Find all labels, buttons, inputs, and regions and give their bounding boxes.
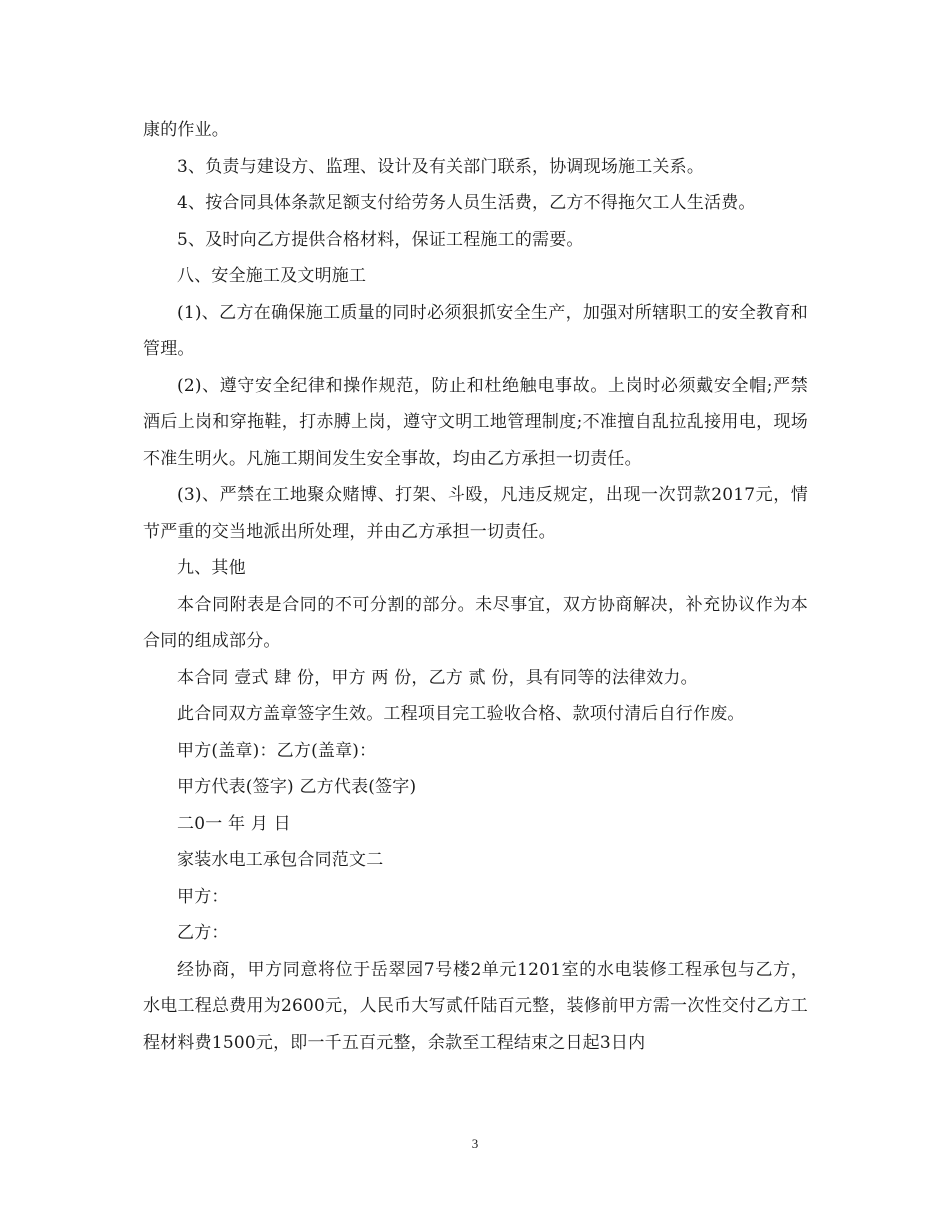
paragraph-safety-2: (2)、遵守安全纪律和操作规范，防止和杜绝触电事故。上岗时必须戴安全帽;严禁酒后上岗和穿拖鞋，打赤膊上岗，遵守文明工地管理制度;不准擅自乱拉乱接用电，现场不准生明火。凡施工期间发生安全事故，均由乙方承担一切责任。 <box>143 375 808 469</box>
paragraph-effective: 此合同双方盖章签字生效。工程项目完工验收合格、款项付清后自行作废。 <box>177 704 745 724</box>
paragraph-annex: 本合同附表是合同的不可分割的部分。未尽事宜，双方协商解决，补充协议作为本合同的组成部分。 <box>143 594 808 651</box>
paragraph-item-5: 5、及时向乙方提供合格材料，保证工程施工的需要。 <box>177 229 584 250</box>
document-body <box>143 112 808 1061</box>
second-contract-title: 家装水电工承包合同范文二 <box>177 850 384 870</box>
party-a-line: 甲方： <box>177 886 229 907</box>
paragraph-item-4: 4、按合同具体条款足额支付给劳务人员生活费，乙方不得拖欠工人生活费。 <box>177 193 756 213</box>
page-number: 3 <box>471 1136 479 1151</box>
section-heading-other: 九、其他 <box>177 558 246 578</box>
paragraph-item-3: 3、负责与建设方、监理、设计及有关部门联系，协调现场施工关系。 <box>177 156 705 177</box>
paragraph-copies: 本合同 壹式 肆 份，甲方 两 份，乙方 贰 份，具有同等的法律效力。 <box>177 667 698 688</box>
party-b-line: 乙方： <box>177 923 229 943</box>
paragraph-safety-1: (1)、乙方在确保施工质量的同时必须狠抓安全生产，加强对所辖职工的安全教育和管理。 <box>143 302 808 359</box>
section-heading-safety: 八、安全施工及文明施工 <box>177 266 367 286</box>
signature-seal-line: 甲方(盖章)：乙方(盖章)： <box>177 740 377 761</box>
paragraph-agreement: 经协商，甲方同意将位于岳翠园7号楼2单元1201室的水电装修工程承包与乙方，水电工程总费用为2600元，人民币大写贰仟陆百元整，装修前甲方需一次性交付乙方工程材料费1500元，即一千五百元整，余款至工程结束之日起3日内 <box>143 959 808 1053</box>
date-line: 二0一 年 月 日 <box>177 813 291 834</box>
signature-rep-line: 甲方代表(签字) 乙方代表(签字) <box>177 777 417 797</box>
paragraph-safety-3: (3)、严禁在工地聚众赌博、打架、斗殴，凡违反规定，出现一次罚款2017元，情节严重的交当地派出所处理，并由乙方承担一切责任。 <box>143 485 808 542</box>
paragraph-continuation: 康的作业。 <box>143 120 229 140</box>
